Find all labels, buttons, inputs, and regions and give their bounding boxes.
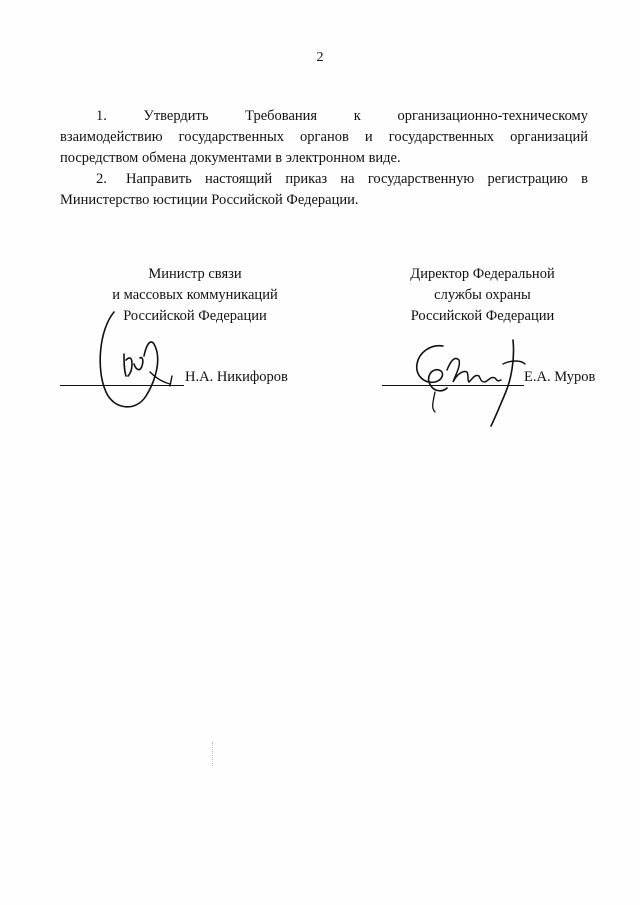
left-signatory-name: Н.А. Никифоров <box>185 369 288 385</box>
item-1-word-1: Утвердить <box>143 108 209 124</box>
left-handwritten-signature <box>84 300 194 420</box>
left-title-line-2: и массовых коммуникаций <box>112 287 278 303</box>
paragraph-item-1 <box>60 106 588 169</box>
right-title-line-2: службы охраны <box>434 287 531 303</box>
page-number: 2 <box>316 50 324 65</box>
right-signatory-title <box>380 264 585 327</box>
left-title-line-3: Российской Федерации <box>123 308 267 324</box>
left-title-line-1: Министр связи <box>148 266 242 282</box>
paragraph-item-1-first-line <box>60 106 588 127</box>
item-1-word-3: к <box>353 108 361 124</box>
paragraph-item-2 <box>60 169 588 211</box>
right-title-line-1: Директор Федеральной <box>410 266 555 282</box>
scan-artifact <box>212 742 214 766</box>
item-2-text: Направить настоящий приказ на государственную регистрацию в Министерство юстиции Российской Федерации. <box>60 171 588 208</box>
item-1-word-2: Требования <box>245 108 318 124</box>
right-title-line-3: Российской Федерации <box>410 308 555 324</box>
document-body <box>60 106 588 211</box>
item-2-number: 2. <box>96 171 107 187</box>
paragraph-item-1-text: взаимодействию государственных органов и государственных организаций посредством обмена документами в электронном виде. <box>60 129 588 166</box>
right-handwritten-signature <box>395 330 535 440</box>
item-1-number: 1. <box>96 108 107 124</box>
item-1-word-4: организационно-техническому <box>397 108 588 124</box>
right-signatory-name: Е.А. Муров <box>524 369 596 385</box>
